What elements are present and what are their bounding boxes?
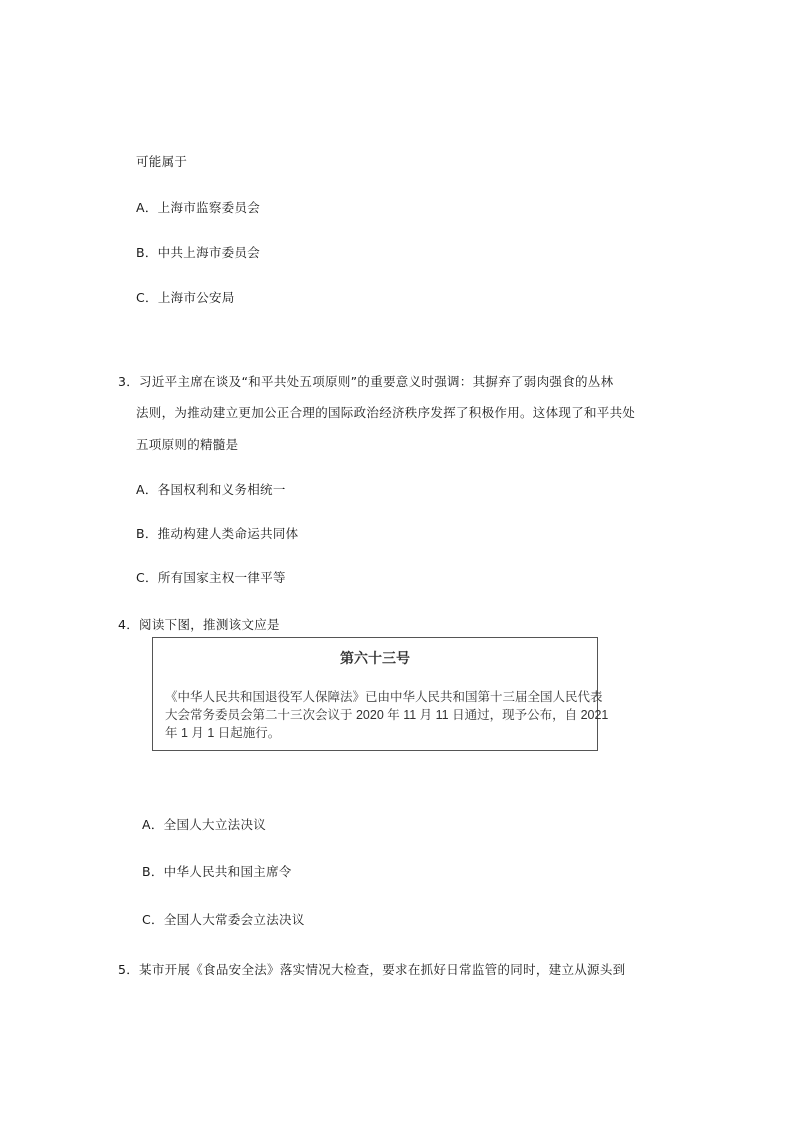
q2-option-a: A．上海市监察委员会 [136, 200, 261, 215]
q3-option-a: A．各国权利和义务相统一 [136, 482, 286, 497]
q4-figure-line-2: 大会常务委员会第二十三次会议于 2020 年 11 月 11 日通过，现予公布，自 2021 [165, 708, 609, 722]
q3-stem-line-1: 3．习近平主席在谈及“和平共处五项原则”的重要意义时强调：其摒弃了弱肉强食的丛林 [118, 374, 614, 389]
q4-option-a: A．全国人大立法决议 [142, 817, 267, 832]
q3-option-b: B．推动构建人类命运共同体 [136, 526, 299, 541]
q2-option-b: B．中共上海市委员会 [136, 245, 261, 260]
q3-stem-line-2: 法则，为推动建立更加公正合理的国际政治经济秩序发挥了积极作用。这体现了和平共处 [136, 405, 636, 420]
q4-figure-title: 第六十三号 [340, 651, 410, 667]
q4-figure-body [165, 688, 609, 742]
q2-stem-tail: 可能属于 [136, 154, 188, 169]
q4-figure-box [152, 637, 609, 751]
q4-figure-line-1: 《中华人民共和国退役军人保障法》已由中华人民共和国第十三届全国人民代表 [165, 690, 603, 704]
q3-option-c: C．所有国家主权一律平等 [136, 570, 286, 585]
q4-option-c: C．全国人大常委会立法决议 [142, 912, 305, 927]
q4-stem: 4．阅读下图，推测该文应是 [118, 617, 280, 632]
q3-stem-line-3: 五项原则的精髓是 [136, 437, 239, 452]
q4-option-b: B．中华人民共和国主席令 [142, 864, 292, 879]
q5-stem: 5．某市开展《食品安全法》落实情况大检查，要求在抓好日常监管的同时，建立从源头到 [118, 962, 626, 977]
q4-figure-line-3: 年 1 月 1 日起施行。 [165, 726, 281, 740]
q2-option-c: C．上海市公安局 [136, 290, 235, 305]
